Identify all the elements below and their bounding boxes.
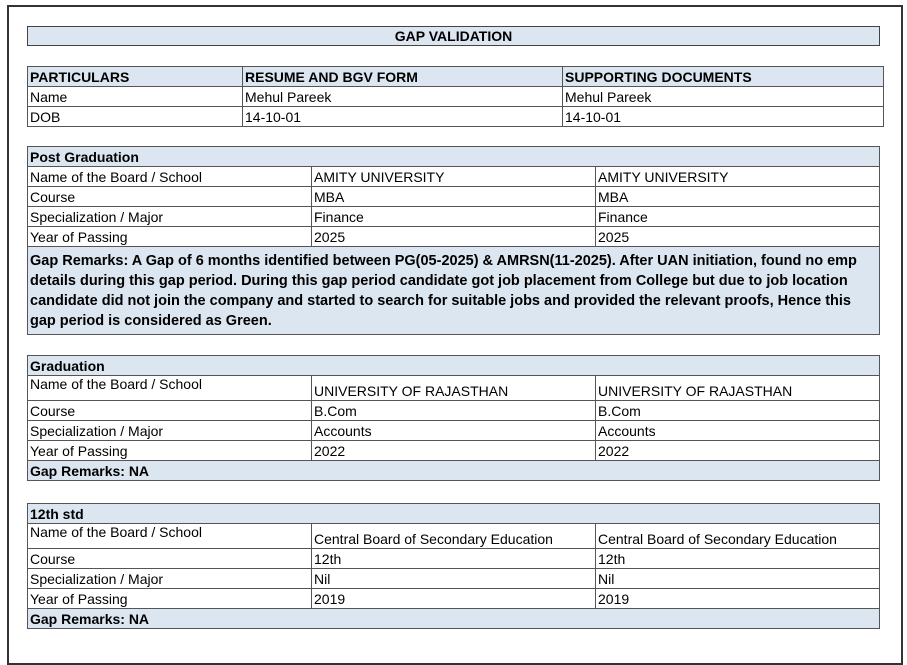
table-row [28,107,884,127]
docs-value: Mehul Pareek [563,87,884,107]
particulars-table [27,66,884,127]
table-row [28,187,880,207]
page-title: GAP VALIDATION [27,26,880,46]
resume-value: Central Board of Secondary Education [312,524,596,549]
docs-value: B.Com [596,401,880,421]
row-label: Name of the Board / School [28,167,312,187]
table-row [28,207,880,227]
table-row [28,401,880,421]
post-graduation-table [27,146,880,335]
table-row [28,441,880,461]
docs-value: MBA [596,187,880,207]
resume-value: Finance [312,207,596,227]
row-label: Name of the Board / School [28,524,312,549]
table-row [28,589,880,609]
row-label: Course [28,401,312,421]
row-label: Year of Passing [28,441,312,461]
docs-value: Central Board of Secondary Education [596,524,880,549]
resume-value: 14-10-01 [243,107,563,127]
table-row [28,421,880,441]
table-row [28,227,880,247]
row-label: Course [28,549,312,569]
resume-value: 12th [312,549,596,569]
header-row [28,67,884,87]
resume-value: Accounts [312,421,596,441]
table-row [28,167,880,187]
docs-value: 2025 [596,227,880,247]
row-label: Name of the Board / School [28,376,312,401]
resume-value: Mehul Pareek [243,87,563,107]
docs-value: 2022 [596,441,880,461]
row-label: Name [28,87,243,107]
graduation-table [27,355,880,481]
resume-value: Nil [312,569,596,589]
docs-value: 12th [596,549,880,569]
docs-value: Nil [596,569,880,589]
resume-value: UNIVERSITY OF RAJASTHAN [312,376,596,401]
row-label: Specialization / Major [28,207,312,227]
row-label: Year of Passing [28,589,312,609]
header-particulars: PARTICULARS [28,67,243,87]
gap-remarks: Gap Remarks: NA [28,461,880,481]
header-supporting-docs: SUPPORTING DOCUMENTS [563,67,884,87]
row-label: Course [28,187,312,207]
table-row [28,87,884,107]
resume-value: MBA [312,187,596,207]
docs-value: AMITY UNIVERSITY [596,167,880,187]
docs-value: 14-10-01 [563,107,884,127]
docs-value: Finance [596,207,880,227]
section-title: Post Graduation [28,147,880,167]
section-title: 12th std [28,504,880,524]
docs-value: UNIVERSITY OF RAJASTHAN [596,376,880,401]
resume-value: 2022 [312,441,596,461]
gap-remarks: Gap Remarks: A Gap of 6 months identified between PG(05-2025) & AMRSN(11-2025). After UAN initiation, found no emp details during this gap period. During this gap period candidate got job placement from College but due to job location candidate did not join the company and started to search for suitable jobs and provided the relevant proofs, Hence this gap period is considered as Green. [28,247,880,335]
row-label: Specialization / Major [28,569,312,589]
resume-value: 2025 [312,227,596,247]
header-resume: RESUME AND BGV FORM [243,67,563,87]
table-row [28,549,880,569]
gap-remarks: Gap Remarks: NA [28,609,880,629]
table-row [28,569,880,589]
row-label: Year of Passing [28,227,312,247]
12th-std-table [27,503,880,629]
resume-value: 2019 [312,589,596,609]
table-row [28,376,880,401]
docs-value: 2019 [596,589,880,609]
section-title: Graduation [28,356,880,376]
docs-value: Accounts [596,421,880,441]
resume-value: B.Com [312,401,596,421]
row-label: DOB [28,107,243,127]
row-label: Specialization / Major [28,421,312,441]
table-row [28,524,880,549]
resume-value: AMITY UNIVERSITY [312,167,596,187]
